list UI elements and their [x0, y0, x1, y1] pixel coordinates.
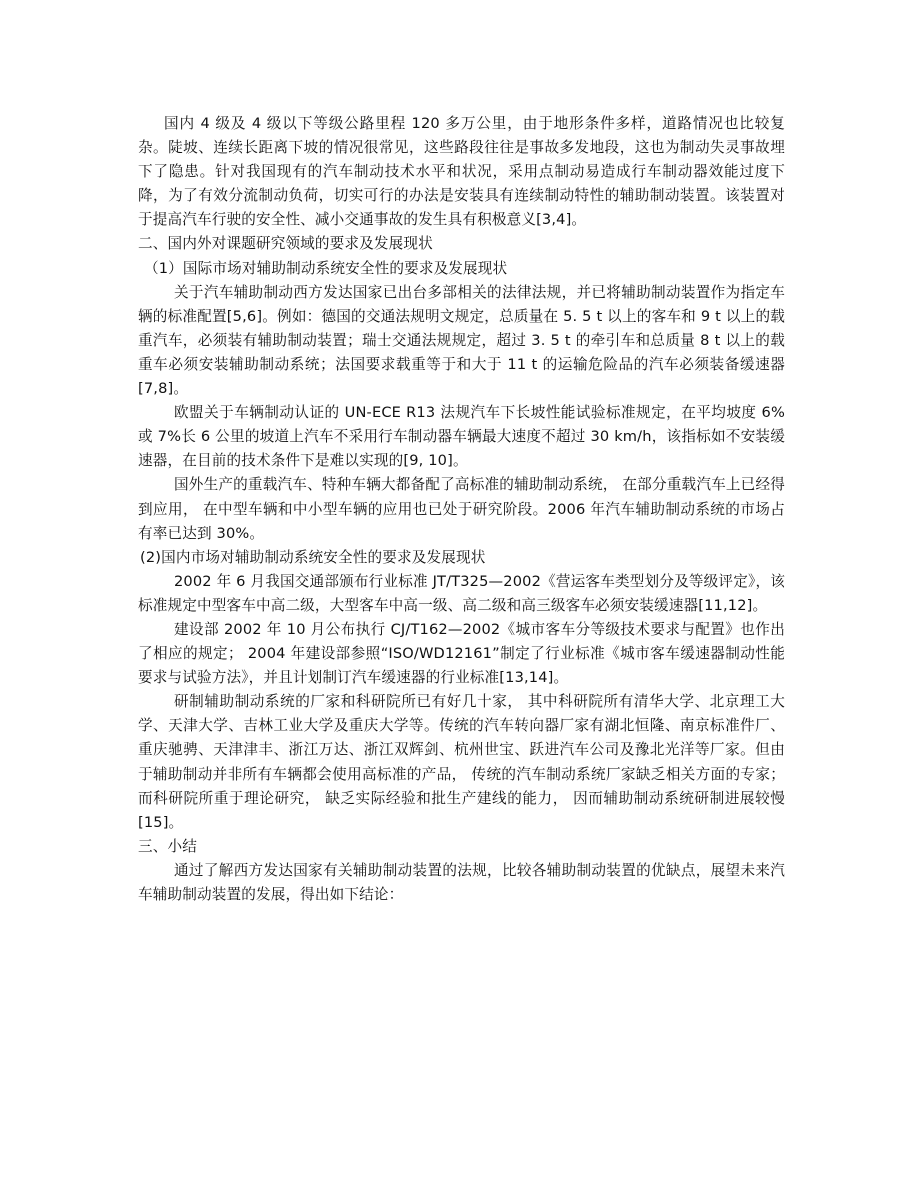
subsection-heading-domestic: (2)国内市场对辅助制动系统安全性的要求及发展现状: [140, 548, 486, 566]
section-heading-3: 三、小结: [138, 837, 197, 855]
paragraph-road-conditions: 国内 4 级及 4 级以下等级公路里程 120 多万公里，由于地形条件多样，道路情况也比较复杂。陡坡、连续长距离下坡的情况很常见，这些路段往往是事故多发地段，这也为制动失灵事故埋下了隐患。针对我国现有的汽车制动技术水平和状况，采用点制动易造成行车制动器效能过度下降，为了有效分流制动负荷，切实可行的办法是安装具有连续制动特性的辅助制动装置。该装置对于提高汽车行驶的安全性、减小交通事故的发生具有积极意义[3,4]。: [138, 115, 785, 229]
paragraph-conclusion-intro: 通过了解西方发达国家有关辅助制动装置的法规，比较各辅助制动装置的优缺点，展望未来汽车辅助制动装置的发展，得出如下结论：: [138, 861, 785, 903]
paragraph-manufacturers: 研制辅助制动系统的厂家和科研院所已有好几十家， 其中科研院所有清华大学、北京理工大学、天津大学、吉林工业大学及重庆大学等。传统的汽车转向器厂家有湖北恒隆、南京标准件厂、重庆驰骋、天津津丰、浙江万达、浙江双辉剑、杭州世宝、跃进汽车公司及豫北光洋等厂家。但由于辅助制动并非所有车辆都会使用高标准的产品， 传统的汽车制动系统厂家缺乏相关方面的专家；而科研院所重于理论研究， 缺乏实际经验和批生产建线的能力， 因而辅助制动系统研制进展较慢[15]。: [138, 693, 785, 831]
paragraph-cj-t162: 建设部 2002 年 10 月公布执行 CJ/T162—2002《城市客车分等级技术要求与配置》也作出了相应的规定； 2004 年建设部参照“ISO/WD12161”制定了行业标准《城市客车缓速器制动性能要求与试验方法》，并且计划制订汽车缓速器的行业标准[13,14]。: [138, 620, 785, 687]
paragraph-foreign-vehicles: 国外生产的重载汽车、特种车辆大都备配了高标准的辅助制动系统， 在部分重载汽车上已经得到应用， 在中型车辆和中小型车辆的应用也已处于研究阶段。2006 年汽车辅助制动系统的市场占有率已达到 30%。: [138, 476, 785, 542]
section-heading-2: 二、国内外对课题研究领域的要求及发展现状: [138, 235, 433, 253]
paragraph-western-regulations: 关于汽车辅助制动西方发达国家已出台多部相关的法律法规，并已将辅助制动装置作为指定车辆的标准配置[5,6]。例如：德国的交通法规明文规定，总质量在 5. 5 t 以上的客车和 9 t 以上的载重汽车，必须装有辅助制动装置；瑞士交通法规规定，超过 3. 5 t 的牵引车和总质量 8 t 以上的载重车必须安装辅助制动系统；法国要求载重等于和大于 11 t 的运输危险品的汽车必须装备缓速器[7,8]。: [138, 283, 785, 398]
paragraph-eu-ece-r13: 欧盟关于车辆制动认证的 UN-ECE R13 法规汽车下长坡性能试验标准规定，在平均坡度 6%或 7%长 6 公里的坡道上汽车不采用行车制动器车辆最大速度不超过 30 km/h，该指标如不安装缓速器，在目前的技术条件下是难以实现的[9, 10]。: [138, 404, 785, 470]
subsection-heading-international: （1）国际市场对辅助制动系统安全性的要求及发展现状: [144, 259, 508, 277]
paragraph-jt-t325: 2002 年 6 月我国交通部颁布行业标准 JT/T325—2002《营运客车类型划分及等级评定》，该标准规定中型客车中高二级，大型客车中高一级、高二级和高三级客车必须安装缓速器[11,12]。: [138, 572, 785, 614]
